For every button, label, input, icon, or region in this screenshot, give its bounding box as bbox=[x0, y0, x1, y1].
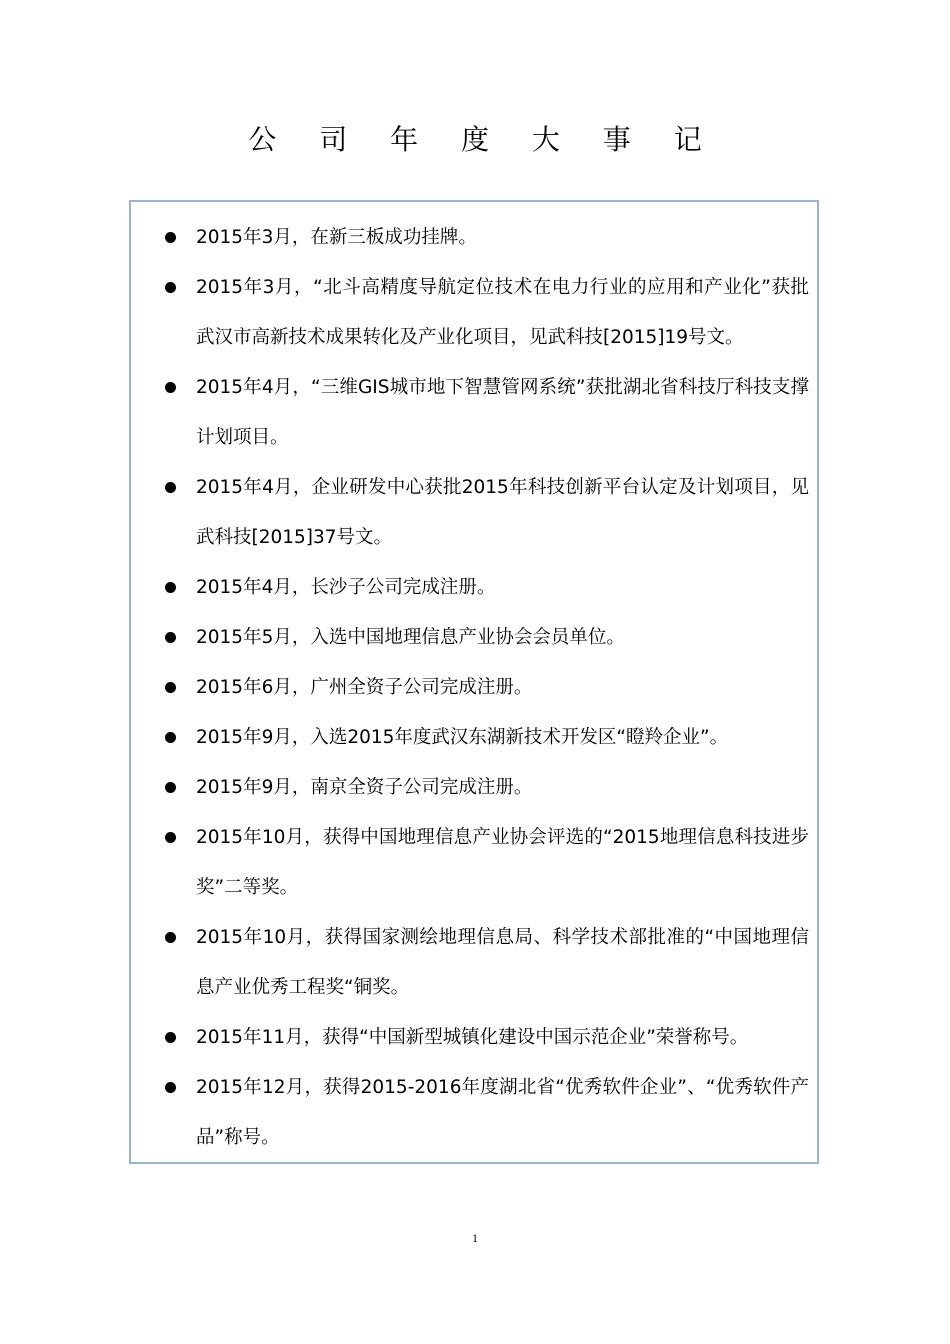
list-item bbox=[131, 713, 817, 763]
bullet-dot-icon bbox=[165, 832, 176, 843]
event-text: 2015年9月，南京全资子公司完成注册。 bbox=[196, 777, 533, 798]
bullet-dot-icon bbox=[165, 282, 176, 293]
list-item bbox=[131, 563, 817, 613]
list-item bbox=[131, 263, 817, 363]
list-item bbox=[131, 463, 817, 563]
list-item bbox=[131, 913, 817, 1013]
event-text: 2015年4月，长沙子公司完成注册。 bbox=[196, 577, 496, 598]
bullet-dot-icon bbox=[165, 932, 176, 943]
list-item bbox=[131, 213, 817, 263]
event-text: 2015年10月，获得国家测绘地理信息局、科学技术部批准的“中国地理信息产业优秀工程奖“铜奖。 bbox=[196, 927, 809, 998]
list-item bbox=[131, 1013, 817, 1063]
event-text: 2015年11月，获得“中国新型城镇化建设中国示范企业”荣誉称号。 bbox=[196, 1027, 749, 1048]
bullet-dot-icon bbox=[165, 732, 176, 743]
bullet-dot-icon bbox=[165, 582, 176, 593]
event-text: 2015年6月，广州全资子公司完成注册。 bbox=[196, 677, 533, 698]
list-item bbox=[131, 363, 817, 463]
bullet-dot-icon bbox=[165, 682, 176, 693]
list-item bbox=[131, 763, 817, 813]
bullet-dot-icon bbox=[165, 632, 176, 643]
event-text: 2015年3月，“北斗高精度导航定位技术在电力行业的应用和产业化”获批武汉市高新技术成果转化及产业化项目，见武科技[2015]19号文。 bbox=[196, 277, 809, 348]
bullet-dot-icon bbox=[165, 482, 176, 493]
event-text: 2015年10月，获得中国地理信息产业协会评选的“2015地理信息科技进步奖”二等奖。 bbox=[196, 827, 809, 898]
bullet-dot-icon bbox=[165, 1082, 176, 1093]
bullet-dot-icon bbox=[165, 1032, 176, 1043]
list-item bbox=[131, 663, 817, 713]
list-item bbox=[131, 813, 817, 913]
page-title: 公 司 年 度 大 事 记 bbox=[248, 123, 719, 156]
page-number: 1 bbox=[472, 1231, 478, 1245]
list-item bbox=[131, 613, 817, 663]
event-text: 2015年5月，入选中国地理信息产业协会会员单位。 bbox=[196, 627, 625, 648]
event-text: 2015年4月，“三维GIS城市地下智慧管网系统”获批湖北省科技厅科技支撑计划项目。 bbox=[196, 377, 809, 448]
bullet-dot-icon bbox=[165, 232, 176, 243]
event-text: 2015年12月，获得2015-2016年度湖北省“优秀软件企业”、“优秀软件产品”称号。 bbox=[196, 1077, 809, 1148]
bullet-dot-icon bbox=[165, 782, 176, 793]
event-text: 2015年9月，入选2015年度武汉东湖新技术开发区“瞪羚企业”。 bbox=[196, 727, 729, 748]
list-item bbox=[131, 1063, 817, 1163]
bullet-dot-icon bbox=[165, 382, 176, 393]
event-list bbox=[131, 213, 817, 1163]
event-text: 2015年3月，在新三板成功挂牌。 bbox=[196, 227, 477, 248]
events-box bbox=[129, 200, 819, 1164]
event-text: 2015年4月，企业研发中心获批2015年科技创新平台认定及计划项目，见武科技[2015]37号文。 bbox=[196, 477, 809, 548]
